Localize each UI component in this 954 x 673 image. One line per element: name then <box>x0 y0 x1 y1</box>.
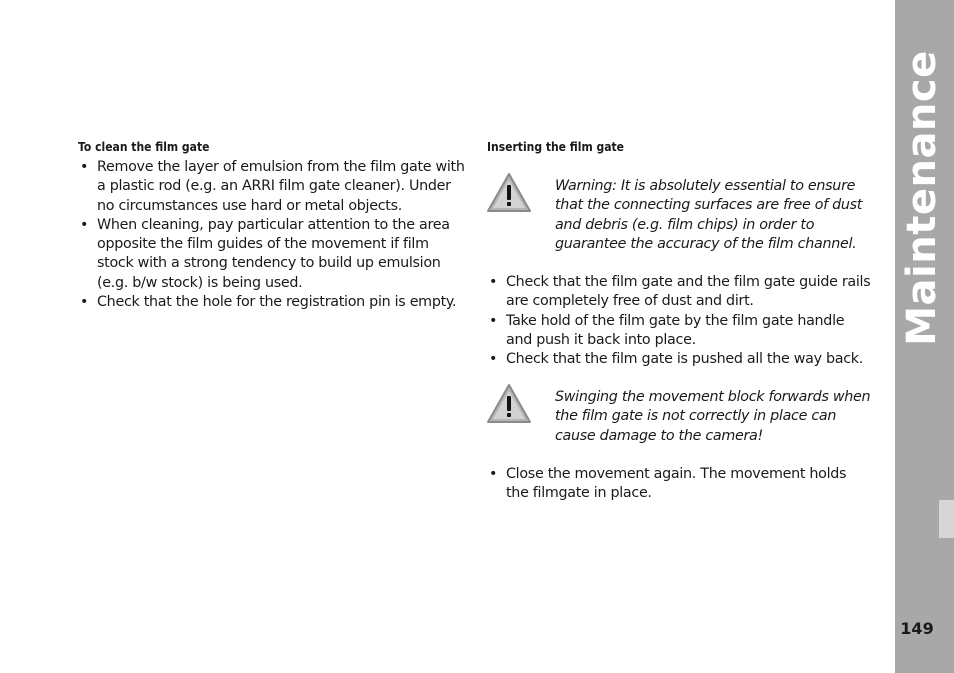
warning-triangle-icon <box>486 172 532 214</box>
warning-text-movement-block: Swinging the movement block forwards when the film gate is not correctly in place can cause damage to the camera! <box>555 389 871 444</box>
inserting-film-gate-list <box>487 273 872 369</box>
close-movement-list <box>487 465 872 504</box>
warning-text-connecting-surfaces: Warning: It is absolutely essential to ensure that the connecting surfaces are free of dust and debris (e.g. film chips) in order to guarantee the accuracy of the film channel. <box>555 178 863 252</box>
list-item: • Check that the film gate is pushed all the way back. <box>487 350 872 369</box>
list-item: • Close the movement again. The movement holds the filmgate in place. <box>487 465 872 504</box>
list-item: • Remove the layer of emulsion from the film gate with a plastic rod (e.g. an ARRI film gate cleaner). Under no circumstances use hard or metal objects. <box>78 158 468 216</box>
clean-film-gate-list <box>78 158 468 312</box>
heading-inserting-film-gate: Inserting the film gate <box>487 140 624 154</box>
section-tab-marker <box>939 500 954 538</box>
list-item: • Check that the film gate and the film gate guide rails are completely free of dust and dirt. <box>487 273 872 312</box>
page-number: 149 <box>900 619 934 638</box>
list-item: • When cleaning, pay particular attention to the area opposite the film guides of the movement if film stock with a strong tendency to build up emulsion (e.g. b/w stock) is being used. <box>78 216 468 293</box>
heading-clean-film-gate: To clean the film gate <box>78 140 210 154</box>
list-item: • Take hold of the film gate by the film gate handle and push it back into place. <box>487 312 872 351</box>
section-title: Maintenance <box>899 50 945 346</box>
list-item: • Check that the hole for the registration pin is empty. <box>78 293 468 312</box>
warning-triangle-icon <box>486 383 532 425</box>
